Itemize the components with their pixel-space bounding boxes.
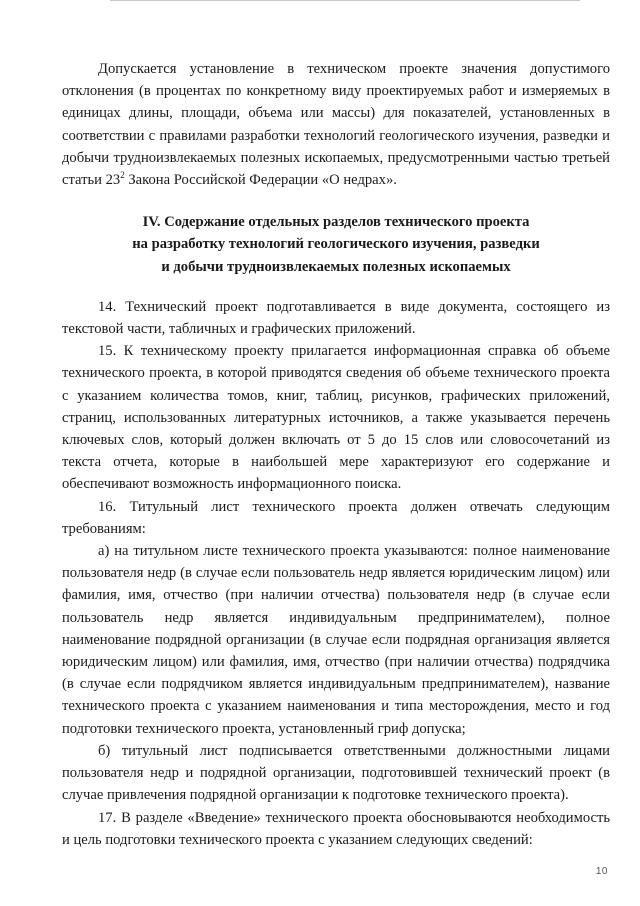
intro-text-end: Закона Российской Федерации «О недрах». <box>124 172 397 189</box>
paragraph-17: 17. В разделе «Введение» технического проекта обосновываются необходимость и цель подготовки технического проекта с указанием следующих сведений: <box>62 809 610 848</box>
section-heading-line-1: IV. Содержание отдельных разделов технического проекта <box>142 214 530 231</box>
scan-edge-line <box>110 0 580 1</box>
section-heading <box>62 211 610 278</box>
paragraph-16b: б) титульный лист подписывается ответственными должностными лицами пользователя недр и подрядной организации, подготовившей технический проект (в случае привлечения подрядной организации к подготовке технического проекта). <box>62 742 610 804</box>
section-heading-line-2: на разработку технологий геологического изучения, разведки <box>132 236 540 253</box>
intro-paragraph <box>62 58 610 191</box>
intro-superscript: 2 <box>120 170 125 181</box>
paragraph-16a: а) на титульном листе технического проекта указываются: полное наименование пользователя недр (в случае если пользователь недр является юридическим лицом) или фамилия, имя, отчество (при наличии отчества) пользователя недр (в случае если пользователь недр является индивидуальным предпринимателем), полное наименование подрядной организации (в случае если подрядная организация является юридическим лицом) или фамилия, имя, отчество (при наличии отчества) подрядчика (в случае если подрядчиком является индивидуальным предпринимателем), название технического проекта с указанием наименования и типа месторождения, место и год подготовки технического проекта, установленный гриф допуска; <box>62 543 610 737</box>
paragraph-14: 14. Технический проект подготавливается в виде документа, состоящего из текстовой части, табличных и графических приложений. <box>62 298 610 338</box>
page-number: 10 <box>595 866 608 877</box>
paragraph-16: 16. Титульный лист технического проекта должен отвечать следующим требованиям: <box>62 498 610 537</box>
section-heading-line-3: и добычи трудноизвлекаемых полезных ископаемых <box>161 258 511 275</box>
document-body <box>62 58 610 851</box>
intro-text: Допускается установление в техническом проекте значения допустимого отклонения (в процентах по конкретному виду проектируемых работ и измеряемых в единицах длины, площади, объема или массы) для показателей, установленных в соответствии с правилами разработки технологий геологического изучения, разведки и добычи трудноизвлекаемых полезных ископаемых, предусмотренными частью третьей статьи 23 <box>62 61 610 189</box>
paragraph-15: 15. К техническому проекту прилагается информационная справка об объеме технического проекта, в которой приводятся сведения об объеме технического проекта с указанием количества томов, книг, таблиц, рисунков, графических приложений, страниц, использованных литературных источников, а также указывается перечень ключевых слов, который должен включать от 5 до 15 слов или словосочетаний из текста отчета, которые в наибольшей мере характеризуют его содержание и обеспечивают возможность информационного поиска. <box>62 343 610 493</box>
